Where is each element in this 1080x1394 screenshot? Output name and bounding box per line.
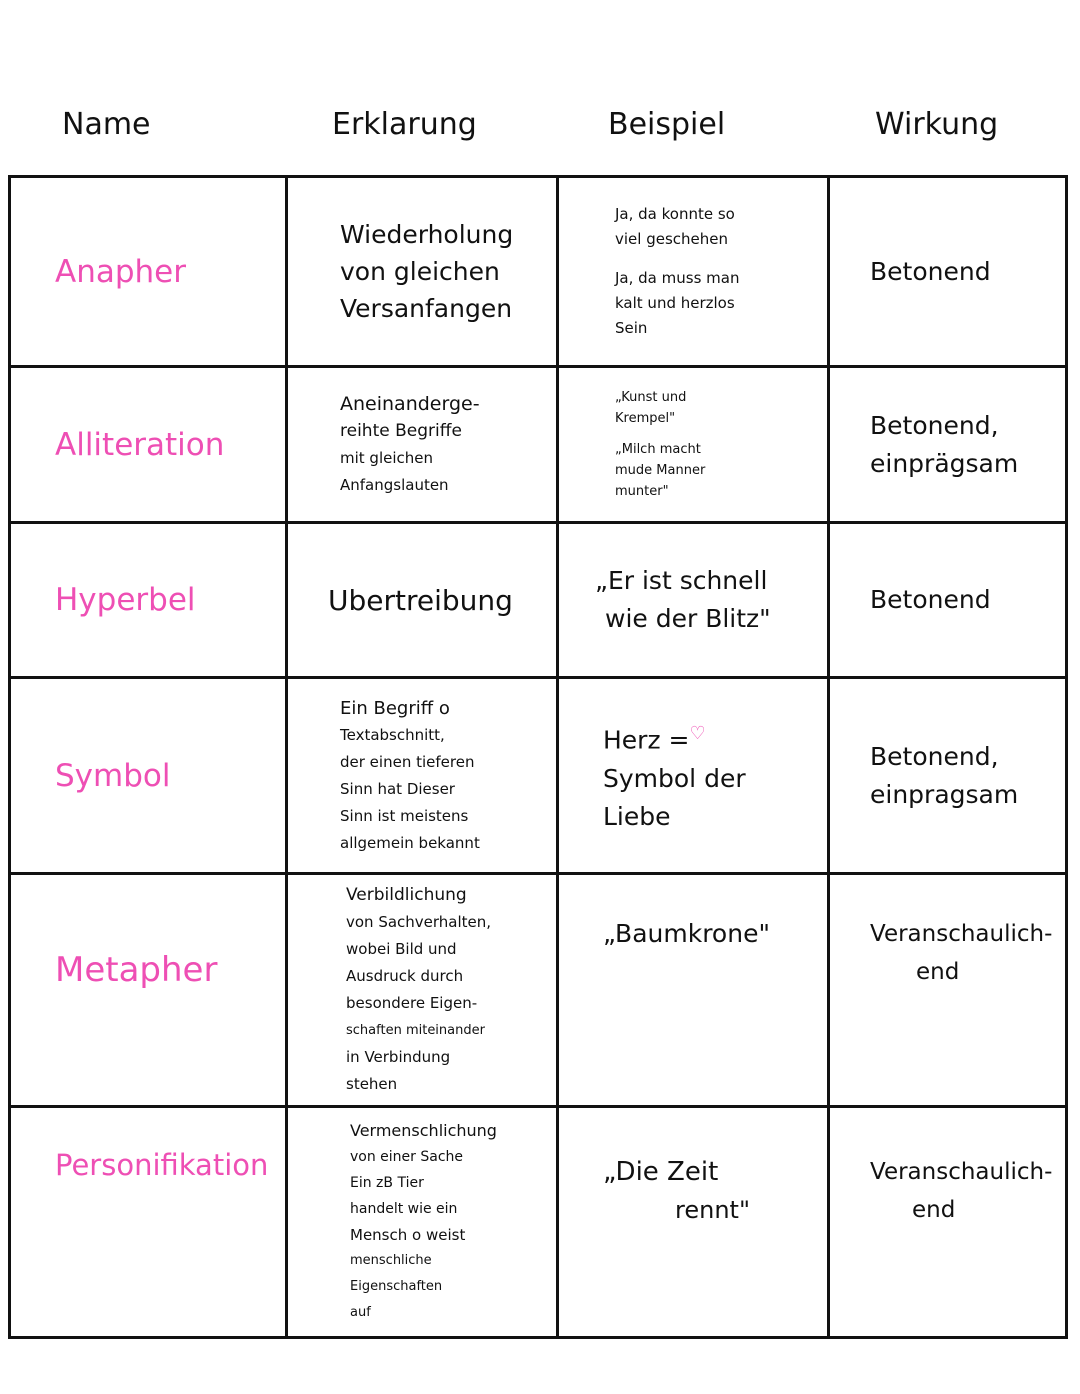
example-line: viel geschehen <box>615 230 728 248</box>
term-name: Anapher <box>55 253 186 290</box>
example-line: Symbol der <box>603 763 746 793</box>
explanation-line: Anfangslauten <box>340 475 449 494</box>
example-line: kalt und herzlos <box>615 294 735 312</box>
example-line: „Baumkrone" <box>603 919 770 948</box>
effect-line: Betonend, <box>870 410 999 440</box>
term-name: Hyperbel <box>55 582 196 618</box>
example-line: munter" <box>615 484 669 499</box>
effect-line: Betonend <box>870 585 991 614</box>
explanation-line: Wiederholung <box>340 220 514 249</box>
explanation-line: Ein zB Tier <box>350 1175 424 1191</box>
table-row <box>11 524 1065 679</box>
term-name: Metapher <box>55 950 218 990</box>
table-header <box>0 95 1080 155</box>
header-effect: Wirkung <box>875 107 999 142</box>
example-line: rennt" <box>675 1196 750 1224</box>
explanation-line: Ausdruck durch <box>346 967 464 985</box>
effect-line: Betonend <box>870 256 991 286</box>
explanation-line: Versanfangen <box>340 294 513 323</box>
header-example: Beispiel <box>608 107 726 142</box>
header-name: Name <box>62 107 151 142</box>
example-line: Ja, da muss man <box>615 269 740 287</box>
term-name: Personifikation <box>55 1148 269 1182</box>
table-row <box>11 368 1065 524</box>
example-line: wie der Blitz" <box>605 604 771 633</box>
explanation-line: stehen <box>346 1075 398 1093</box>
effect-line: einpragsam <box>870 779 1019 809</box>
explanation-line: von gleichen <box>340 257 500 286</box>
explanation-line: Sinn ist meistens <box>340 806 469 825</box>
explanation-line: Ein Begriff o <box>340 697 450 719</box>
table-row <box>11 178 1065 368</box>
explanation-line: Textabschnitt, <box>340 725 445 744</box>
explanation-line: allgemein bekannt <box>340 833 480 852</box>
explanation-line: in Verbindung <box>346 1048 451 1066</box>
explanation-line: reihte Begriffe <box>340 420 462 441</box>
explanation-line: wobei Bild und <box>346 940 457 958</box>
explanation-line: Mensch o weist <box>350 1226 466 1244</box>
example-line: Krempel" <box>615 411 676 426</box>
term-name: Symbol <box>55 757 171 794</box>
stylistic-devices-table <box>8 175 1068 1339</box>
explanation-line: handelt wie ein <box>350 1201 458 1217</box>
effect-line: end <box>912 1197 956 1223</box>
heart-icon: ♡ <box>689 723 706 745</box>
example-line: „Er ist schnell <box>595 566 768 595</box>
explanation-line: Sinn hat Dieser <box>340 779 455 798</box>
explanation-line: Eigenschaften <box>350 1279 443 1294</box>
term-name: Alliteration <box>55 426 225 463</box>
explanation-line: Verbildlichung <box>346 885 467 905</box>
explanation-line: der einen tieferen <box>340 752 475 771</box>
explanation-line: mit gleichen <box>340 448 434 467</box>
effect-line: end <box>916 959 960 985</box>
explanation-line: auf <box>350 1305 371 1320</box>
example-line: „Die Zeit <box>603 1157 719 1187</box>
explanation-line: menschliche <box>350 1253 432 1268</box>
explanation-line: von Sachverhalten, <box>346 913 492 931</box>
example-line: Liebe <box>603 801 671 831</box>
example-line: Ja, da konnte so <box>615 205 735 223</box>
table-row <box>11 875 1065 1108</box>
explanation-line: Aneinanderge- <box>340 392 480 415</box>
example-line: Herz = <box>603 725 690 755</box>
header-explanation: Erklarung <box>332 107 477 142</box>
explanation-line: besondere Eigen- <box>346 994 478 1012</box>
table-row <box>11 1108 1065 1336</box>
explanation-line: Vermenschlichung <box>350 1121 497 1140</box>
explanation-line: schaften miteinander <box>346 1023 485 1038</box>
effect-line: einprägsam <box>870 448 1019 478</box>
example-line: „Kunst und <box>615 390 687 405</box>
example-line: „Milch macht <box>615 442 701 457</box>
example-line: mude Manner <box>615 463 706 478</box>
explanation-line: Ubertreibung <box>328 583 513 617</box>
example-line: Sein <box>615 319 648 337</box>
effect-line: Veranschaulich- <box>870 921 1053 947</box>
effect-line: Veranschaulich- <box>870 1159 1053 1185</box>
effect-line: Betonend, <box>870 741 999 771</box>
explanation-line: von einer Sache <box>350 1149 464 1165</box>
table-row <box>11 679 1065 875</box>
